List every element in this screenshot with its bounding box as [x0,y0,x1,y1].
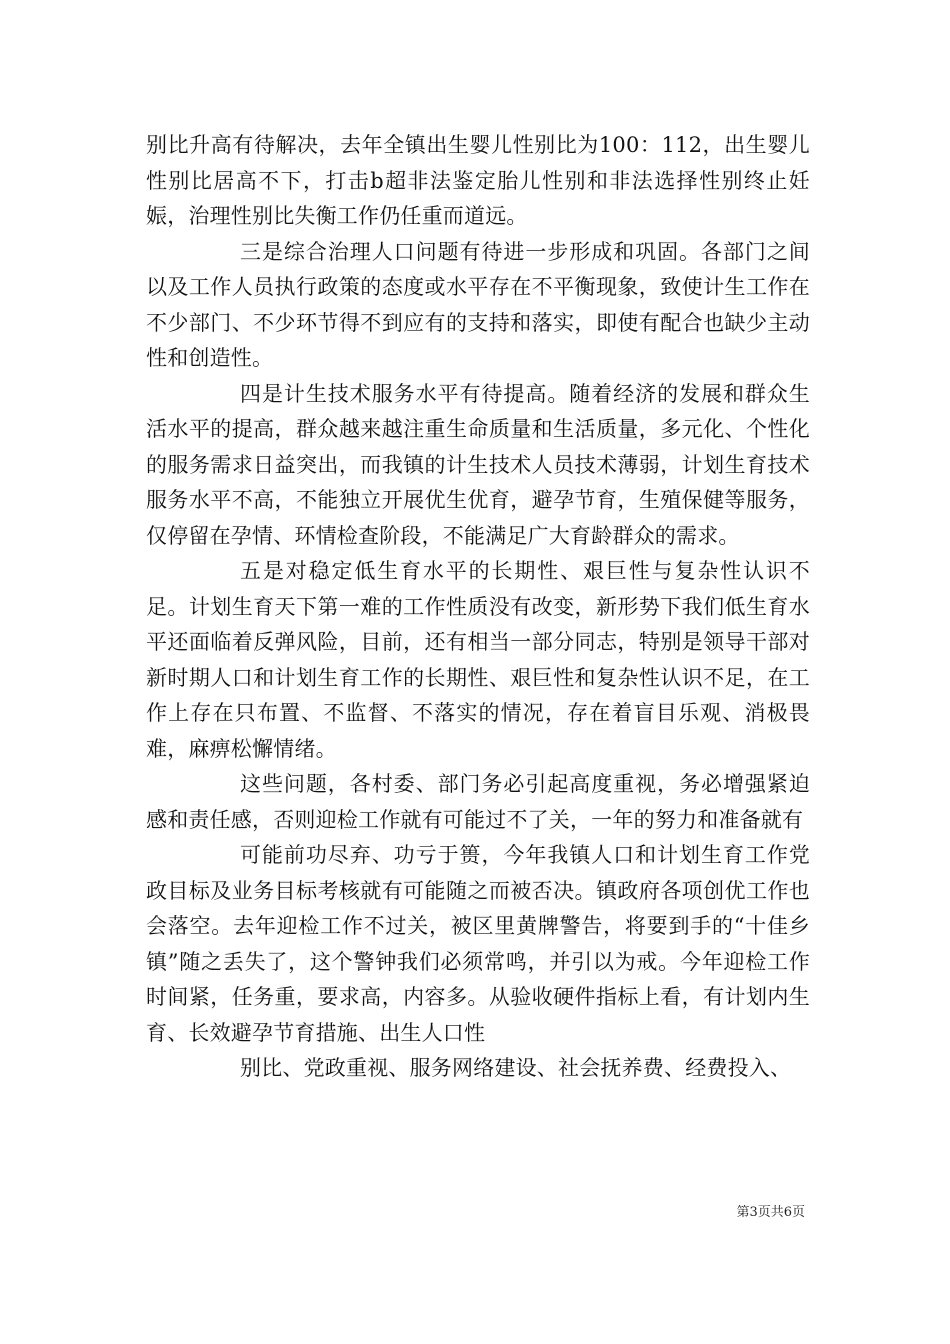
paragraph-7: 别比、党政重视、服务网络建设、社会抚养费、经费投入、 [240,1056,792,1080]
document-body [146,128,810,1087]
paragraph-2: 三是综合治理人口问题有待进一步形成和巩固。各部门之间以及工作人员执行政策的态度或水平存在不平衡现象，致使计生工作在不少部门、不少环节得不到应有的支持和落实，即使有配合也缺少主动性和创造性。 [146,239,810,370]
paragraph-5: 这些问题，各村委、部门务必引起高度重视，务必增强紧迫感和责任感，否则迎检工作就有可能过不了关，一年的努力和准备就有 [146,772,810,832]
paragraph-1: 别比升高有待解决，去年全镇出生婴儿性别比为100：112，出生婴儿性别比居高不下，打击b超非法鉴定胎儿性别和非法选择性别终止妊娠，治理性别比失衡工作仍任重而道远。 [146,133,810,228]
paragraph-4: 五是对稳定低生育水平的长期性、艰巨性与复杂性认识不足。计划生育天下第一难的工作性质没有改变，新形势下我们低生育水平还面临着反弹风险，目前，还有相当一部分同志，特别是领导干部对新时期人口和计划生育工作的长期性、艰巨性和复杂性认识不足，在工作上存在只布置、不监督、不落实的情况，存在着盲目乐观、消极畏难，麻痹松懈情绪。 [146,559,810,761]
paragraph-6: 可能前功尽弃、功亏于篑，今年我镇人口和计划生育工作党政目标及业务目标考核就有可能随之而被否决。镇政府各项创优工作也会落空。去年迎检工作不过关，被区里黄牌警告，将要到手的“十佳乡镇”随之丢失了，这个警钟我们必须常鸣，并引以为戒。今年迎检工作时间紧，任务重，要求高，内容多。从验收硬件指标上看，有计划内生育、长效避孕节育措施、出生人口性 [146,843,810,1045]
paragraph-3: 四是计生技术服务水平有待提高。随着经济的发展和群众生活水平的提高，群众越来越注重生命质量和生活质量，多元化、个性化的服务需求日益突出，而我镇的计生技术人员技术薄弱，计划生育技术服务水平不高，不能独立开展优生优育，避孕节育，生殖保健等服务，仅停留在孕情、环情检查阶段，不能满足广大育龄群众的需求。 [146,381,810,548]
page-number: 第3页共6页 [736,1205,805,1220]
